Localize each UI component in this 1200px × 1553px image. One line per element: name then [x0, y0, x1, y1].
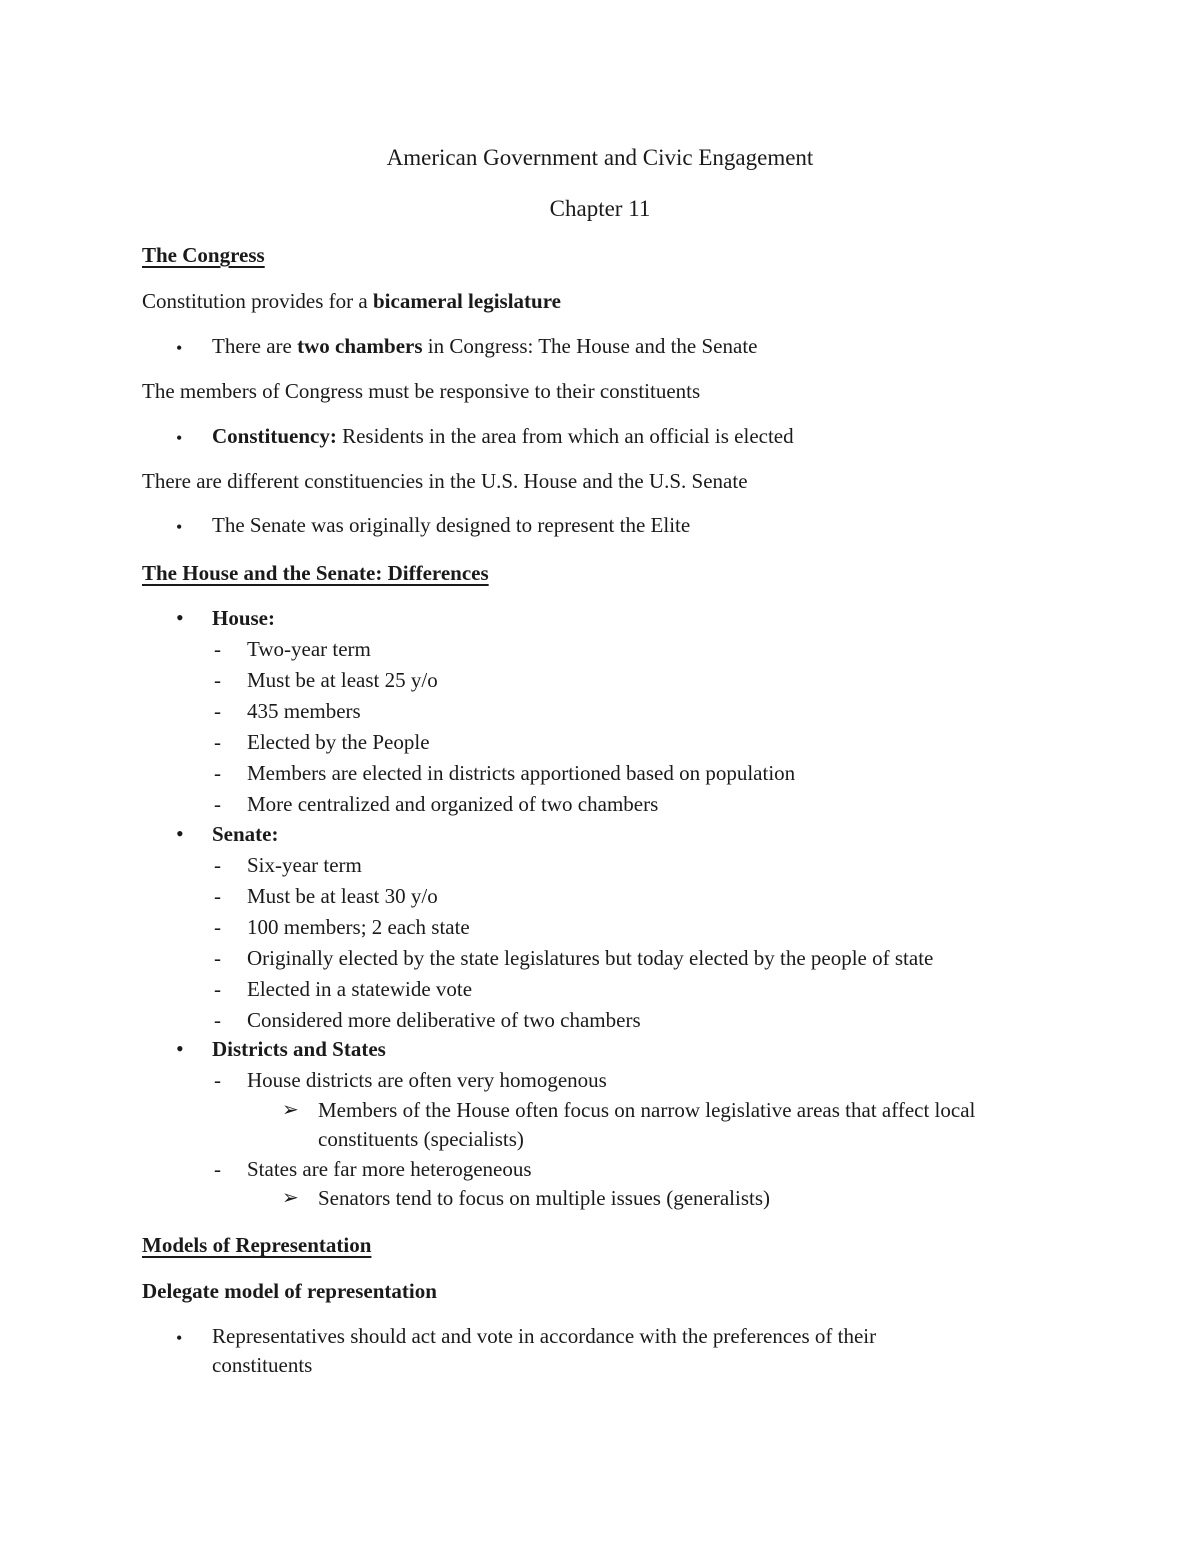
bullet-senate-elite: The Senate was originally designed to represent the Elite: [212, 513, 691, 537]
paragraph-constituencies: There are different constituencies in the U.S. House and the U.S. Senate: [142, 469, 748, 493]
list-item: More centralized and organized of two chambers: [247, 792, 659, 816]
house-label: House:: [212, 606, 275, 630]
list-item: States are far more heterogeneous: [247, 1157, 532, 1181]
list-item: Originally elected by the state legislatures but today elected by the people of state: [247, 946, 934, 970]
list-item: Must be at least 30 y/o: [247, 884, 438, 908]
bullet-constituency: Constituency: Residents in the area from which an official is elected: [212, 424, 794, 448]
list-item: Two-year term: [247, 637, 371, 661]
sub-item-generalists: Senators tend to focus on multiple issues (generalists): [318, 1186, 771, 1210]
list-item: Elected by the People: [247, 730, 430, 754]
bullet-icon: •: [176, 1328, 183, 1348]
arrow-bullet-icon: ➢: [282, 1099, 299, 1121]
dash-icon: -: [214, 1068, 221, 1092]
districts-label: Districts and States: [212, 1037, 386, 1061]
document-title: American Government and Civic Engagement: [386, 145, 814, 170]
dash-icon: -: [214, 915, 221, 939]
dash-icon: -: [214, 730, 221, 754]
list-item: Six-year term: [247, 853, 362, 877]
section-heading-models: Models of Representation: [142, 1233, 372, 1257]
dash-icon: -: [214, 699, 221, 723]
dash-icon: -: [214, 792, 221, 816]
list-item: Considered more deliberative of two chambers: [247, 1008, 641, 1032]
senate-label: Senate:: [212, 822, 279, 846]
sub-item-specialists-cont: constituents (specialists): [318, 1127, 524, 1151]
list-item: Members are elected in districts apportioned based on population: [247, 761, 796, 785]
list-item: 435 members: [247, 699, 361, 723]
sub-item-specialists: Members of the House often focus on narrow legislative areas that affect local: [318, 1098, 976, 1122]
chapter-heading: Chapter 11: [549, 196, 651, 221]
bullet-icon: •: [176, 338, 183, 358]
arrow-bullet-icon: ➢: [282, 1187, 299, 1209]
bullet-two-chambers: There are two chambers in Congress: The House and the Senate: [212, 334, 758, 358]
dash-icon: -: [214, 637, 221, 661]
bullet-icon: •: [176, 428, 183, 448]
dash-icon: -: [214, 668, 221, 692]
list-item: Must be at least 25 y/o: [247, 668, 438, 692]
section-heading-differences: The House and the Senate: Differences: [142, 561, 489, 585]
list-item: Elected in a statewide vote: [247, 977, 473, 1001]
subheading-delegate-model: Delegate model of representation: [142, 1279, 437, 1303]
bullet-delegate: Representatives should act and vote in accordance with the preferences of their: [212, 1324, 877, 1348]
bullet-icon: •: [176, 517, 183, 537]
section-heading-congress: The Congress: [142, 243, 265, 267]
bullet-icon: •: [176, 1036, 184, 1061]
bullet-icon: •: [176, 821, 184, 846]
paragraph-bicameral: Constitution provides for a bicameral legislature: [142, 289, 561, 313]
list-item: 100 members; 2 each state: [247, 915, 470, 939]
dash-icon: -: [214, 946, 221, 970]
dash-icon: -: [214, 761, 221, 785]
paragraph-responsive: The members of Congress must be responsive to their constituents: [142, 379, 701, 403]
bullet-delegate-cont: constituents: [212, 1353, 313, 1377]
dash-icon: -: [214, 977, 221, 1001]
dash-icon: -: [214, 1157, 221, 1181]
list-item: House districts are often very homogenous: [247, 1068, 607, 1092]
dash-icon: -: [214, 853, 221, 877]
bullet-icon: •: [176, 605, 184, 630]
dash-icon: -: [214, 884, 221, 908]
dash-icon: -: [214, 1008, 221, 1032]
